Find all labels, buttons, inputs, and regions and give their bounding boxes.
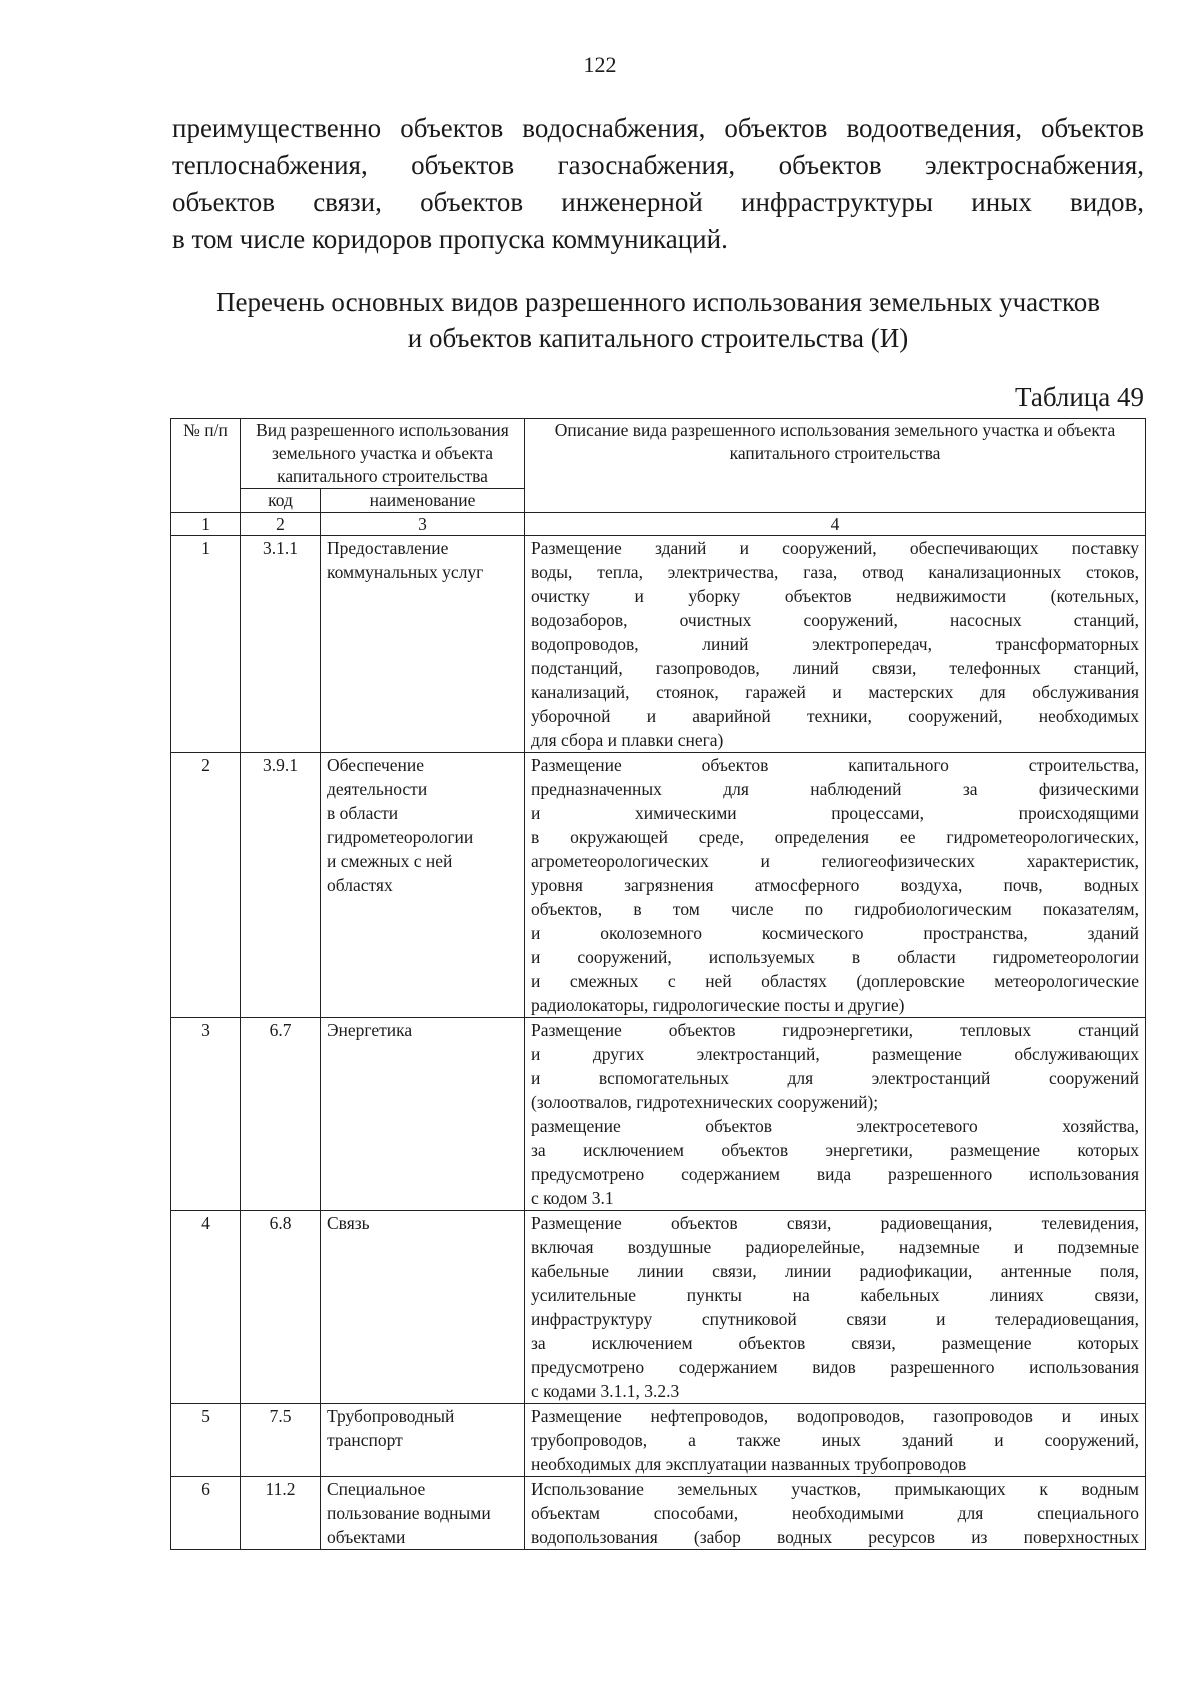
- row-description-line: Размещение объектов связи, радиовещания, телевидения,: [531, 1213, 1139, 1233]
- row-description-line: и других электростанций, размещение обслуживающих: [531, 1044, 1139, 1064]
- row-description-line: и сооружений, используемых в области гидрометеорологии: [531, 947, 1139, 967]
- intro-line: объектов связи, объектов инженерной инфраструктуры иных видов,: [172, 187, 1144, 217]
- row-description-line: и вспомогательных для электростанций сооружений: [531, 1068, 1139, 1088]
- row-code: 11.2: [241, 1477, 321, 1550]
- row-name-line: и смежных с ней: [327, 851, 453, 871]
- row-name-line: коммунальных услуг: [327, 562, 484, 582]
- table-body: [171, 536, 1146, 1550]
- row-description-line: инфраструктуру спутниковой связи и телерадиовещания,: [531, 1309, 1139, 1329]
- row-name-line: деятельности: [327, 779, 428, 799]
- section-heading: [172, 284, 1144, 356]
- header-code: код: [241, 489, 321, 513]
- row-description-line: водозаборов, очистных сооружений, насосных станций,: [531, 610, 1139, 630]
- table-row: [171, 1404, 1146, 1477]
- column-number: 4: [525, 513, 1146, 536]
- row-description-line: Использование земельных участков, примыкающих к водным: [531, 1479, 1139, 1499]
- row-name: [321, 1018, 525, 1211]
- row-name-line: Обеспечение: [327, 755, 425, 775]
- column-number: 3: [321, 513, 525, 536]
- row-description-line: и химическими процессами, происходящими: [531, 803, 1139, 823]
- intro-line: в том числе коридоров пропуска коммуникаций.: [172, 224, 728, 254]
- row-description-line: в окружающей среде, определения ее гидрометеорологических,: [531, 827, 1139, 847]
- row-name: [321, 1211, 525, 1404]
- row-name: [321, 536, 525, 753]
- table-row: [171, 1018, 1146, 1211]
- row-description-line: для сбора и плавки снега): [531, 730, 724, 750]
- row-name-line: Специальное: [327, 1479, 426, 1499]
- column-number: 2: [241, 513, 321, 536]
- row-description-line: с кодом 3.1: [531, 1188, 614, 1208]
- row-name: [321, 1477, 525, 1550]
- row-code: 3.9.1: [241, 753, 321, 1018]
- header-row: [171, 419, 1146, 489]
- table-row: [171, 1211, 1146, 1404]
- column-number: 1: [171, 513, 241, 536]
- row-description-line: предусмотрено содержанием вида разрешенного использования: [531, 1164, 1139, 1184]
- row-code: 3.1.1: [241, 536, 321, 753]
- row-number: 1: [171, 536, 241, 753]
- intro-paragraph: [172, 110, 1144, 258]
- row-description-line: агрометеорологических и гелиогеофизических характеристик,: [531, 851, 1139, 871]
- row-number: 2: [171, 753, 241, 1018]
- row-description-line: очистку и уборку объектов недвижимости (котельных,: [531, 586, 1139, 606]
- row-name-line: Энергетика: [327, 1020, 413, 1040]
- row-description-line: за исключением объектов связи, размещение которых: [531, 1333, 1139, 1353]
- row-description: [525, 1477, 1146, 1550]
- row-description: [525, 1404, 1146, 1477]
- table-label: Таблица 49: [1015, 382, 1144, 412]
- header-name: наименование: [321, 489, 525, 513]
- row-name: [321, 753, 525, 1018]
- intro-line: преимущественно объектов водоснабжения, объектов водоотведения, объектов: [172, 113, 1144, 143]
- row-description-line: (золоотвалов, гидротехнических сооружений);: [531, 1092, 879, 1112]
- row-name-line: транспорт: [327, 1430, 403, 1450]
- row-number: 4: [171, 1211, 241, 1404]
- row-name-line: пользование водными: [327, 1503, 491, 1523]
- table-row: [171, 753, 1146, 1018]
- row-description-line: необходимых для эксплуатации названных трубопроводов: [531, 1454, 967, 1474]
- land-use-table: [170, 418, 1146, 1550]
- row-description-line: водопроводов, линий электропередач, трансформаторных: [531, 634, 1139, 654]
- row-description: [525, 1211, 1146, 1404]
- row-description-line: усилительные пункты на кабельных линиях связи,: [531, 1285, 1139, 1305]
- table-row: [171, 1477, 1146, 1550]
- row-description-line: уборочной и аварийной техники, сооружений, необходимых: [531, 706, 1139, 726]
- heading-line: и объектов капитального строительства (И): [407, 323, 909, 353]
- row-description-line: объектов, в том числе по гидробиологическим показателям,: [531, 899, 1139, 919]
- header-no: № п/п: [171, 419, 241, 513]
- row-name-line: объектами: [327, 1527, 406, 1547]
- row-number: 6: [171, 1477, 241, 1550]
- row-description-line: Размещение объектов гидроэнергетики, тепловых станций: [531, 1020, 1139, 1040]
- row-name-line: Связь: [327, 1213, 370, 1233]
- header-kind: Вид разрешенного использования земельного участка и объекта капитального строительства: [241, 419, 525, 489]
- row-description-line: предусмотрено содержанием видов разрешенного использования: [531, 1357, 1139, 1377]
- row-description: [525, 1018, 1146, 1211]
- row-name-line: гидрометеорологии: [327, 827, 474, 847]
- row-name: [321, 1404, 525, 1477]
- row-code: 6.8: [241, 1211, 321, 1404]
- row-name-line: в области: [327, 803, 399, 823]
- intro-line: теплоснабжения, объектов газоснабжения, объектов электроснабжения,: [172, 150, 1144, 180]
- row-name-line: областях: [327, 875, 393, 895]
- row-description-line: Размещение объектов капитального строительства,: [531, 755, 1139, 775]
- row-description-line: Размещение зданий и сооружений, обеспечивающих поставку: [531, 538, 1139, 558]
- row-description-line: Размещение нефтепроводов, водопроводов, газопроводов и иных: [531, 1406, 1139, 1426]
- row-description-line: предназначенных для наблюдений за физическими: [531, 779, 1139, 799]
- row-description-line: канализаций, стоянок, гаражей и мастерских для обслуживания: [531, 682, 1139, 702]
- row-description-line: уровня загрязнения атмосферного воздуха, почв, водных: [531, 875, 1139, 895]
- row-description-line: включая воздушные радиорелейные, надземные и подземные: [531, 1237, 1139, 1257]
- row-number: 5: [171, 1404, 241, 1477]
- row-description-line: трубопроводов, а также иных зданий и сооружений,: [531, 1430, 1139, 1450]
- column-number-row: [171, 513, 1146, 536]
- page-number: 122: [583, 52, 617, 77]
- row-description-line: водопользования (забор водных ресурсов из поверхностных: [531, 1527, 1139, 1547]
- row-description-line: за исключением объектов энергетики, размещение которых: [531, 1140, 1139, 1160]
- row-number: 3: [171, 1018, 241, 1211]
- table-row: [171, 536, 1146, 753]
- row-description-line: и околоземного космического пространства, зданий: [531, 923, 1139, 943]
- row-description-line: подстанций, газопроводов, линий связи, телефонных станций,: [531, 658, 1139, 678]
- row-description-line: воды, тепла, электричества, газа, отвод канализационных стоков,: [531, 562, 1139, 582]
- row-description: [525, 753, 1146, 1018]
- row-description-line: с кодами 3.1.1, 3.2.3: [531, 1381, 680, 1401]
- row-description-line: радиолокаторы, гидрологические посты и другие): [531, 995, 905, 1015]
- row-code: 6.7: [241, 1018, 321, 1211]
- row-name-line: Трубопроводный: [327, 1406, 455, 1426]
- row-description-line: размещение объектов электросетевого хозяйства,: [531, 1116, 1139, 1136]
- header-description: Описание вида разрешенного использования земельного участка и объекта капитального строительства: [525, 419, 1146, 513]
- row-description-line: объектам способами, необходимыми для специального: [531, 1503, 1139, 1523]
- row-description-line: кабельные линии связи, линии радиофикации, антенные поля,: [531, 1261, 1139, 1281]
- heading-line: Перечень основных видов разрешенного использования земельных участков: [216, 287, 1100, 317]
- row-description-line: и смежных с ней областях (доплеровские метеорологические: [531, 971, 1139, 991]
- row-description: [525, 536, 1146, 753]
- row-code: 7.5: [241, 1404, 321, 1477]
- row-name-line: Предоставление: [327, 538, 449, 558]
